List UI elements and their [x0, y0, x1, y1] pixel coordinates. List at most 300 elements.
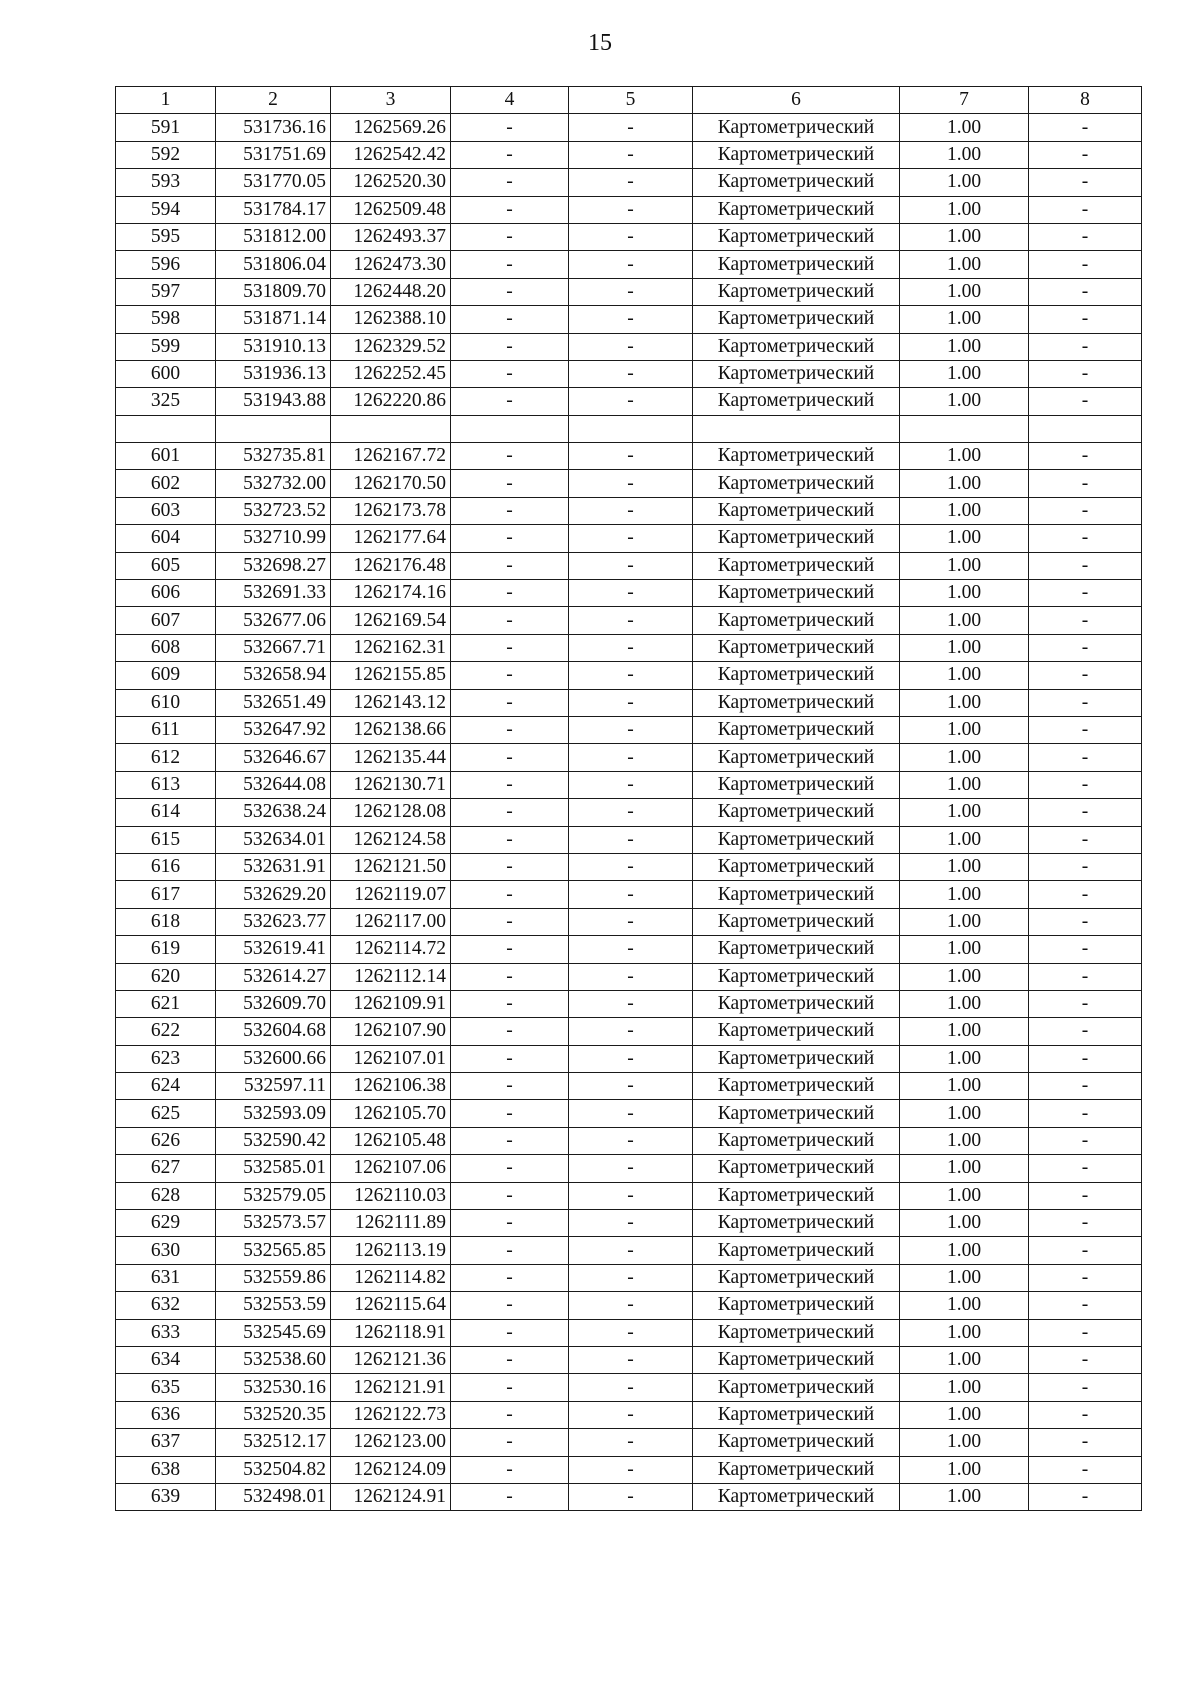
col-5-cell: - — [569, 306, 693, 333]
method-cell: Картометрический — [693, 990, 900, 1017]
col-5-cell: - — [569, 1073, 693, 1100]
coord-x-cell: 532600.66 — [216, 1045, 331, 1072]
coord-y-cell: 1262107.01 — [331, 1045, 451, 1072]
coord-y-cell: 1262493.37 — [331, 223, 451, 250]
page-number: 15 — [588, 30, 612, 56]
coord-x-cell: 532498.01 — [216, 1483, 331, 1510]
coord-y-cell: 1262107.06 — [331, 1155, 451, 1182]
col-5-cell: - — [569, 990, 693, 1017]
table-row — [116, 497, 1142, 524]
col-4-cell: - — [451, 716, 569, 743]
col-5-cell: - — [569, 1401, 693, 1428]
accuracy-cell: 1.00 — [900, 333, 1029, 360]
accuracy-cell: 1.00 — [900, 634, 1029, 661]
coord-x-cell: 532710.99 — [216, 525, 331, 552]
coord-y-cell: 1262128.08 — [331, 799, 451, 826]
coord-x-cell: 531871.14 — [216, 306, 331, 333]
point-number-cell: 625 — [116, 1100, 216, 1127]
table-row — [116, 580, 1142, 607]
point-number-cell: 632 — [116, 1292, 216, 1319]
col-4-cell: - — [451, 881, 569, 908]
coord-x-cell: 532638.24 — [216, 799, 331, 826]
table-row — [116, 169, 1142, 196]
coord-x-cell: 531809.70 — [216, 278, 331, 305]
col-4-cell: - — [451, 744, 569, 771]
col-4-cell: - — [451, 360, 569, 387]
table-row — [116, 1155, 1142, 1182]
col-4-cell: - — [451, 662, 569, 689]
header-row — [116, 87, 1142, 114]
accuracy-cell: 1.00 — [900, 1292, 1029, 1319]
col-4-cell: - — [451, 141, 569, 168]
accuracy-cell: 1.00 — [900, 525, 1029, 552]
table-row — [116, 1374, 1142, 1401]
method-cell: Картометрический — [693, 1073, 900, 1100]
col-8-cell: - — [1029, 1401, 1142, 1428]
point-number-cell: 601 — [116, 443, 216, 470]
method-cell: Картометрический — [693, 1319, 900, 1346]
col-5-cell: - — [569, 278, 693, 305]
col-4-cell: - — [451, 169, 569, 196]
method-cell: Картометрический — [693, 853, 900, 880]
accuracy-cell: 1.00 — [900, 963, 1029, 990]
col-4-cell: - — [451, 1127, 569, 1154]
table-row — [116, 826, 1142, 853]
col-8-cell: - — [1029, 1100, 1142, 1127]
col-4-cell: - — [451, 306, 569, 333]
coord-y-cell: 1262143.12 — [331, 689, 451, 716]
table-row — [116, 1045, 1142, 1072]
table-row — [116, 196, 1142, 223]
accuracy-cell: 1.00 — [900, 1155, 1029, 1182]
method-cell: Картометрический — [693, 552, 900, 579]
col-8-cell: - — [1029, 799, 1142, 826]
table-row — [116, 388, 1142, 415]
method-cell: Картометрический — [693, 525, 900, 552]
table-row — [116, 1456, 1142, 1483]
accuracy-cell: 1.00 — [900, 552, 1029, 579]
point-number-cell: 612 — [116, 744, 216, 771]
col-8-cell: - — [1029, 497, 1142, 524]
method-cell: Картометрический — [693, 497, 900, 524]
table-row — [116, 306, 1142, 333]
method-cell: Картометрический — [693, 1456, 900, 1483]
col-5-cell: - — [569, 497, 693, 524]
col-4-cell: - — [451, 634, 569, 661]
col-8-cell: - — [1029, 1483, 1142, 1510]
point-number-cell: 616 — [116, 853, 216, 880]
coord-y-cell: 1262135.44 — [331, 744, 451, 771]
method-cell: Картометрический — [693, 470, 900, 497]
accuracy-cell: 1.00 — [900, 799, 1029, 826]
coord-y-cell: 1262106.38 — [331, 1073, 451, 1100]
col-4-cell: - — [451, 607, 569, 634]
point-number-cell: 620 — [116, 963, 216, 990]
method-cell: Картометрический — [693, 1210, 900, 1237]
col-8-cell: - — [1029, 963, 1142, 990]
coord-x-cell: 532573.57 — [216, 1210, 331, 1237]
col-4-cell: - — [451, 1045, 569, 1072]
col-5-cell: - — [569, 908, 693, 935]
col-4-cell: - — [451, 196, 569, 223]
point-number-cell: 599 — [116, 333, 216, 360]
table-row — [116, 552, 1142, 579]
col-4-cell: - — [451, 1374, 569, 1401]
accuracy-cell: 1.00 — [900, 1401, 1029, 1428]
accuracy-cell: 1.00 — [900, 716, 1029, 743]
point-number-cell: 639 — [116, 1483, 216, 1510]
col-8-cell: - — [1029, 716, 1142, 743]
accuracy-cell: 1.00 — [900, 1210, 1029, 1237]
method-cell: Картометрический — [693, 826, 900, 853]
table-row — [116, 141, 1142, 168]
coord-x-cell: 532658.94 — [216, 662, 331, 689]
coord-x-cell: 532667.71 — [216, 634, 331, 661]
coord-x-cell: 532634.01 — [216, 826, 331, 853]
accuracy-cell: 1.00 — [900, 306, 1029, 333]
coord-y-cell: 1262173.78 — [331, 497, 451, 524]
table-row — [116, 470, 1142, 497]
col-8-cell: - — [1029, 360, 1142, 387]
col-5-cell: - — [569, 1100, 693, 1127]
coord-y-cell: 1262105.70 — [331, 1100, 451, 1127]
col-4-cell: - — [451, 552, 569, 579]
coord-x-cell: 532579.05 — [216, 1182, 331, 1209]
coord-y-cell: 1262174.16 — [331, 580, 451, 607]
col-4-cell: - — [451, 1237, 569, 1264]
col-4-cell — [451, 415, 569, 442]
point-number-cell: 597 — [116, 278, 216, 305]
point-number-cell: 591 — [116, 114, 216, 141]
column-header: 4 — [451, 87, 569, 114]
method-cell: Картометрический — [693, 771, 900, 798]
coord-y-cell: 1262124.91 — [331, 1483, 451, 1510]
coord-y-cell — [331, 415, 451, 442]
accuracy-cell: 1.00 — [900, 1429, 1029, 1456]
coord-x-cell: 532597.11 — [216, 1073, 331, 1100]
col-5-cell: - — [569, 1018, 693, 1045]
point-number-cell: 637 — [116, 1429, 216, 1456]
coord-y-cell: 1262122.73 — [331, 1401, 451, 1428]
table-row — [116, 333, 1142, 360]
table-row — [116, 278, 1142, 305]
accuracy-cell: 1.00 — [900, 1018, 1029, 1045]
col-8-cell: - — [1029, 278, 1142, 305]
accuracy-cell: 1.00 — [900, 1264, 1029, 1291]
table-row — [116, 716, 1142, 743]
coord-x-cell: 532691.33 — [216, 580, 331, 607]
column-header: 1 — [116, 87, 216, 114]
table-row — [116, 1073, 1142, 1100]
col-5-cell: - — [569, 114, 693, 141]
method-cell: Картометрический — [693, 881, 900, 908]
col-5-cell: - — [569, 936, 693, 963]
accuracy-cell: 1.00 — [900, 114, 1029, 141]
coord-x-cell: 532545.69 — [216, 1319, 331, 1346]
coord-y-cell: 1262113.19 — [331, 1237, 451, 1264]
col-8-cell: - — [1029, 908, 1142, 935]
col-5-cell: - — [569, 333, 693, 360]
method-cell — [693, 415, 900, 442]
table-row — [116, 415, 1142, 442]
coord-y-cell: 1262473.30 — [331, 251, 451, 278]
method-cell: Картометрический — [693, 1429, 900, 1456]
coord-y-cell: 1262167.72 — [331, 443, 451, 470]
point-number-cell: 631 — [116, 1264, 216, 1291]
col-4-cell: - — [451, 1073, 569, 1100]
accuracy-cell: 1.00 — [900, 990, 1029, 1017]
coord-x-cell: 531751.69 — [216, 141, 331, 168]
col-4-cell: - — [451, 1100, 569, 1127]
col-5-cell: - — [569, 1155, 693, 1182]
accuracy-cell: 1.00 — [900, 443, 1029, 470]
table-row — [116, 799, 1142, 826]
method-cell: Картометрический — [693, 1346, 900, 1373]
coord-y-cell: 1262109.91 — [331, 990, 451, 1017]
col-5-cell: - — [569, 689, 693, 716]
point-number-cell: 619 — [116, 936, 216, 963]
col-8-cell: - — [1029, 169, 1142, 196]
col-8-cell: - — [1029, 1127, 1142, 1154]
table-row — [116, 251, 1142, 278]
col-8-cell: - — [1029, 388, 1142, 415]
col-4-cell: - — [451, 333, 569, 360]
method-cell: Картометрический — [693, 443, 900, 470]
coord-x-cell — [216, 415, 331, 442]
coord-y-cell: 1262329.52 — [331, 333, 451, 360]
table-body — [116, 114, 1142, 1511]
table-row — [116, 1264, 1142, 1291]
accuracy-cell: 1.00 — [900, 853, 1029, 880]
col-4-cell: - — [451, 470, 569, 497]
col-4-cell: - — [451, 908, 569, 935]
table-row — [116, 881, 1142, 908]
coord-y-cell: 1262112.14 — [331, 963, 451, 990]
method-cell: Картометрический — [693, 936, 900, 963]
point-number-cell: 606 — [116, 580, 216, 607]
coord-y-cell: 1262121.91 — [331, 1374, 451, 1401]
table-row — [116, 1319, 1142, 1346]
column-header: 5 — [569, 87, 693, 114]
coord-y-cell: 1262169.54 — [331, 607, 451, 634]
table-row — [116, 634, 1142, 661]
accuracy-cell: 1.00 — [900, 1374, 1029, 1401]
col-5-cell: - — [569, 223, 693, 250]
col-4-cell: - — [451, 799, 569, 826]
coord-x-cell: 532604.68 — [216, 1018, 331, 1045]
col-8-cell: - — [1029, 333, 1142, 360]
coord-y-cell: 1262118.91 — [331, 1319, 451, 1346]
accuracy-cell: 1.00 — [900, 223, 1029, 250]
col-5-cell: - — [569, 443, 693, 470]
coord-x-cell: 531943.88 — [216, 388, 331, 415]
table-row — [116, 223, 1142, 250]
method-cell: Картометрический — [693, 141, 900, 168]
table-row — [116, 360, 1142, 387]
col-4-cell: - — [451, 251, 569, 278]
accuracy-cell: 1.00 — [900, 1182, 1029, 1209]
point-number-cell: 633 — [116, 1319, 216, 1346]
coord-x-cell: 532512.17 — [216, 1429, 331, 1456]
point-number-cell: 630 — [116, 1237, 216, 1264]
coord-x-cell: 532631.91 — [216, 853, 331, 880]
coord-y-cell: 1262119.07 — [331, 881, 451, 908]
point-number-cell: 611 — [116, 716, 216, 743]
method-cell: Картометрический — [693, 114, 900, 141]
point-number-cell: 596 — [116, 251, 216, 278]
accuracy-cell: 1.00 — [900, 689, 1029, 716]
col-5-cell: - — [569, 799, 693, 826]
col-8-cell: - — [1029, 1073, 1142, 1100]
method-cell: Картометрический — [693, 1127, 900, 1154]
col-4-cell: - — [451, 1319, 569, 1346]
coord-x-cell: 532590.42 — [216, 1127, 331, 1154]
method-cell: Картометрический — [693, 1045, 900, 1072]
point-number-cell: 622 — [116, 1018, 216, 1045]
table-row — [116, 525, 1142, 552]
point-number-cell: 603 — [116, 497, 216, 524]
col-8-cell: - — [1029, 662, 1142, 689]
table-row — [116, 689, 1142, 716]
coord-x-cell: 532651.49 — [216, 689, 331, 716]
method-cell: Картометрический — [693, 1374, 900, 1401]
method-cell: Картометрический — [693, 744, 900, 771]
table-row — [116, 1483, 1142, 1510]
table-row — [116, 1018, 1142, 1045]
table-row — [116, 1210, 1142, 1237]
accuracy-cell: 1.00 — [900, 1045, 1029, 1072]
col-8-cell: - — [1029, 1292, 1142, 1319]
col-4-cell: - — [451, 114, 569, 141]
method-cell: Картометрический — [693, 716, 900, 743]
col-5-cell: - — [569, 771, 693, 798]
table-row — [116, 908, 1142, 935]
accuracy-cell: 1.00 — [900, 881, 1029, 908]
col-4-cell: - — [451, 1155, 569, 1182]
col-8-cell: - — [1029, 196, 1142, 223]
coord-y-cell: 1262509.48 — [331, 196, 451, 223]
accuracy-cell: 1.00 — [900, 360, 1029, 387]
coord-y-cell: 1262520.30 — [331, 169, 451, 196]
col-8-cell: - — [1029, 853, 1142, 880]
coord-x-cell: 532646.67 — [216, 744, 331, 771]
coord-y-cell: 1262105.48 — [331, 1127, 451, 1154]
col-4-cell: - — [451, 278, 569, 305]
method-cell: Картометрический — [693, 251, 900, 278]
col-4-cell: - — [451, 580, 569, 607]
method-cell: Картометрический — [693, 1182, 900, 1209]
accuracy-cell: 1.00 — [900, 826, 1029, 853]
point-number-cell: 617 — [116, 881, 216, 908]
accuracy-cell: 1.00 — [900, 662, 1029, 689]
coord-x-cell: 531910.13 — [216, 333, 331, 360]
coord-x-cell: 532585.01 — [216, 1155, 331, 1182]
col-5-cell: - — [569, 1374, 693, 1401]
coord-x-cell: 532623.77 — [216, 908, 331, 935]
coord-y-cell: 1262170.50 — [331, 470, 451, 497]
coord-y-cell: 1262220.86 — [331, 388, 451, 415]
coord-x-cell: 532629.20 — [216, 881, 331, 908]
col-8-cell: - — [1029, 1155, 1142, 1182]
coord-x-cell: 532723.52 — [216, 497, 331, 524]
accuracy-cell: 1.00 — [900, 388, 1029, 415]
accuracy-cell: 1.00 — [900, 1100, 1029, 1127]
coord-x-cell: 532677.06 — [216, 607, 331, 634]
table-row — [116, 1182, 1142, 1209]
coord-x-cell: 532530.16 — [216, 1374, 331, 1401]
coord-x-cell: 531784.17 — [216, 196, 331, 223]
col-8-cell: - — [1029, 990, 1142, 1017]
col-5-cell: - — [569, 525, 693, 552]
col-8-cell: - — [1029, 1456, 1142, 1483]
col-5-cell: - — [569, 1237, 693, 1264]
accuracy-cell: 1.00 — [900, 278, 1029, 305]
method-cell: Картометрический — [693, 1155, 900, 1182]
point-number-cell: 615 — [116, 826, 216, 853]
table-row — [116, 936, 1142, 963]
col-8-cell: - — [1029, 771, 1142, 798]
coord-y-cell: 1262542.42 — [331, 141, 451, 168]
col-4-cell: - — [451, 388, 569, 415]
col-8-cell: - — [1029, 443, 1142, 470]
col-4-cell: - — [451, 826, 569, 853]
col-4-cell: - — [451, 1456, 569, 1483]
col-4-cell: - — [451, 1483, 569, 1510]
coord-x-cell: 532698.27 — [216, 552, 331, 579]
point-number-cell: 592 — [116, 141, 216, 168]
col-8-cell: - — [1029, 223, 1142, 250]
accuracy-cell: 1.00 — [900, 1483, 1029, 1510]
column-header: 8 — [1029, 87, 1142, 114]
method-cell: Картометрический — [693, 333, 900, 360]
table-row — [116, 1292, 1142, 1319]
col-8-cell: - — [1029, 1018, 1142, 1045]
coord-x-cell: 532644.08 — [216, 771, 331, 798]
table-row — [116, 853, 1142, 880]
col-4-cell: - — [451, 1292, 569, 1319]
coord-x-cell: 532504.82 — [216, 1456, 331, 1483]
method-cell: Картометрический — [693, 360, 900, 387]
col-8-cell: - — [1029, 1264, 1142, 1291]
accuracy-cell: 1.00 — [900, 1073, 1029, 1100]
col-5-cell: - — [569, 1127, 693, 1154]
point-number-cell: 634 — [116, 1346, 216, 1373]
point-number-cell: 626 — [116, 1127, 216, 1154]
col-4-cell: - — [451, 1401, 569, 1428]
col-5-cell: - — [569, 1264, 693, 1291]
col-5-cell: - — [569, 1045, 693, 1072]
point-number-cell: 608 — [116, 634, 216, 661]
coord-y-cell: 1262177.64 — [331, 525, 451, 552]
table-row — [116, 1346, 1142, 1373]
coord-y-cell: 1262138.66 — [331, 716, 451, 743]
col-5-cell: - — [569, 196, 693, 223]
coord-y-cell: 1262121.50 — [331, 853, 451, 880]
table-row — [116, 771, 1142, 798]
coord-x-cell: 532609.70 — [216, 990, 331, 1017]
col-8-cell: - — [1029, 306, 1142, 333]
col-8-cell: - — [1029, 826, 1142, 853]
col-5-cell: - — [569, 881, 693, 908]
accuracy-cell: 1.00 — [900, 196, 1029, 223]
coord-x-cell: 532732.00 — [216, 470, 331, 497]
col-4-cell: - — [451, 853, 569, 880]
col-8-cell: - — [1029, 1045, 1142, 1072]
accuracy-cell: 1.00 — [900, 141, 1029, 168]
coord-x-cell: 532553.59 — [216, 1292, 331, 1319]
point-number-cell: 593 — [116, 169, 216, 196]
col-8-cell: - — [1029, 580, 1142, 607]
